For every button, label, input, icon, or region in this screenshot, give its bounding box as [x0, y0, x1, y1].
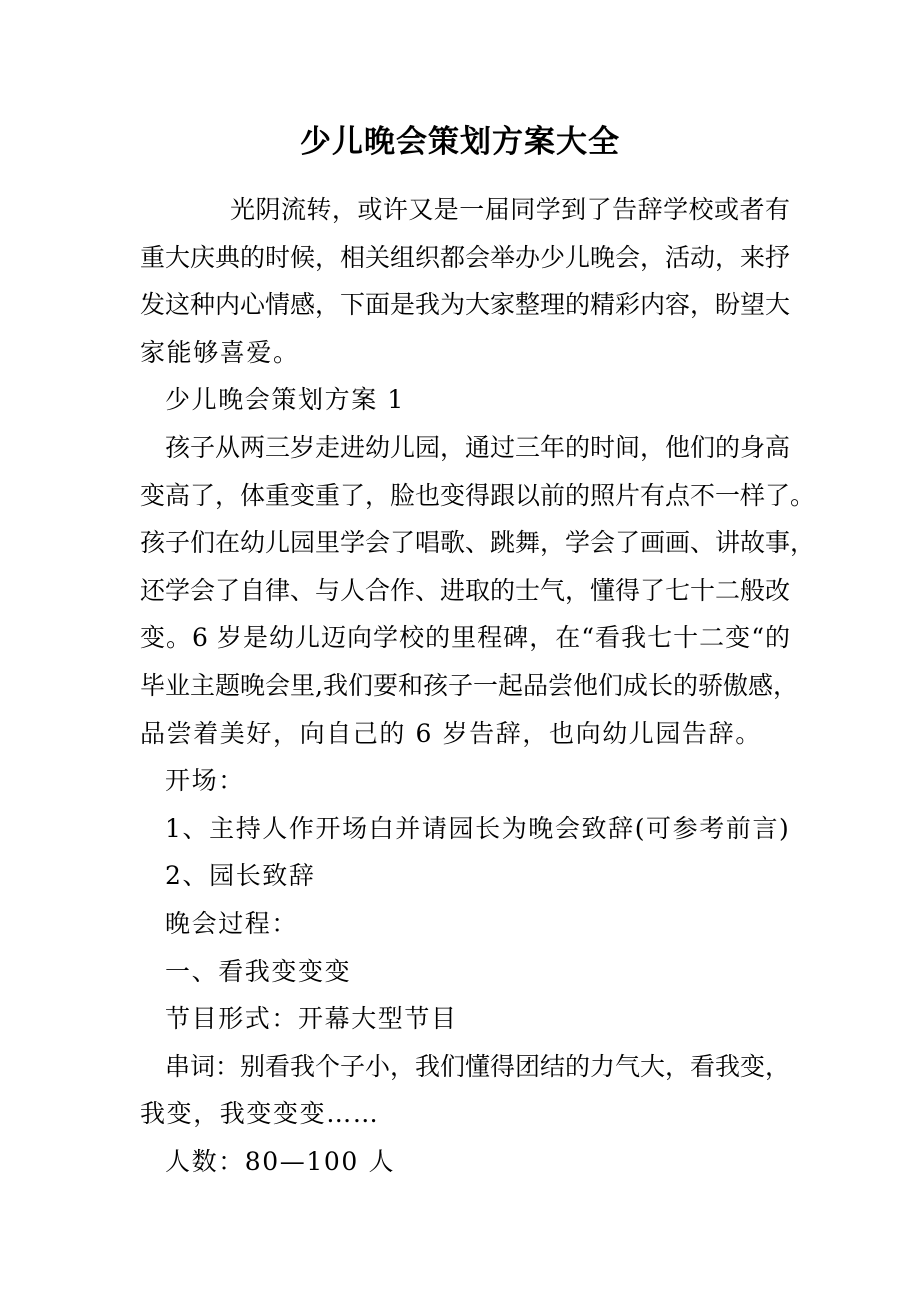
text-line: 2、园长致辞: [165, 861, 316, 891]
document-title: 少儿晚会策划方案大全: [300, 124, 620, 160]
text-line: 节目形式：开幕大型节目: [165, 1004, 458, 1034]
text-line: 变。6 岁是幼儿迈向学校的里程碑，在“看我七十二变“的: [140, 623, 790, 653]
text-line: 光阴流转，或许又是一届同学到了告辞学校或者有: [230, 195, 790, 224]
text-line: 人数：80—100 人: [165, 1146, 396, 1176]
paragraph: [140, 900, 790, 948]
text-line: 开场：: [165, 766, 245, 796]
text-line: 1、主持人作开场白并请园长为晚会致辞(可参考前言): [165, 813, 791, 843]
text-line: 孩子们在幼儿园里学会了唱歌、跳舞，学会了画画、讲故事，: [140, 528, 816, 558]
paragraph: [140, 948, 790, 996]
document-body: [140, 186, 816, 1185]
text-line: 我变，我变变变……: [140, 1099, 380, 1129]
paragraph: [140, 852, 790, 900]
text-line: 重大庆典的时候，相关组织都会举办少儿晚会，活动，来抒: [140, 242, 791, 272]
paragraph: [140, 805, 790, 853]
paragraph: [140, 1043, 790, 1138]
paragraph: [140, 186, 790, 376]
text-line: 还学会了自律、与人合作、进取的士气，懂得了七十二般改: [140, 575, 791, 605]
text-line: 少儿晚会策划方案 1: [165, 385, 405, 415]
text-line: 发这种内心情感，下面是我为大家整理的精彩内容，盼望大: [140, 290, 791, 320]
text-line: 串词：别看我个子小，我们懂得团结的力气大，看我变，: [165, 1051, 791, 1081]
paragraph: [140, 1138, 790, 1186]
paragraph: [140, 424, 816, 757]
text-line: 孩子从两三岁走进幼儿园，通过三年的时间，他们的身高: [165, 432, 791, 462]
paragraph: [140, 376, 790, 424]
text-line: 晚会过程：: [165, 908, 299, 938]
text-line: 毕业主题晚会里,我们要和孩子一起品尝他们成长的骄傲感，: [140, 670, 798, 700]
text-line: 变高了，体重变重了，脸也变得跟以前的照片有点不一样了。: [140, 480, 816, 510]
paragraph: [140, 995, 790, 1043]
text-line: 一、看我变变变: [165, 956, 352, 986]
text-line: 家能够喜爱。: [140, 337, 300, 367]
text-line: 品尝着美好，向自己的 6 岁告辞，也向幼儿园告辞。: [140, 718, 762, 748]
paragraph: [140, 757, 790, 805]
